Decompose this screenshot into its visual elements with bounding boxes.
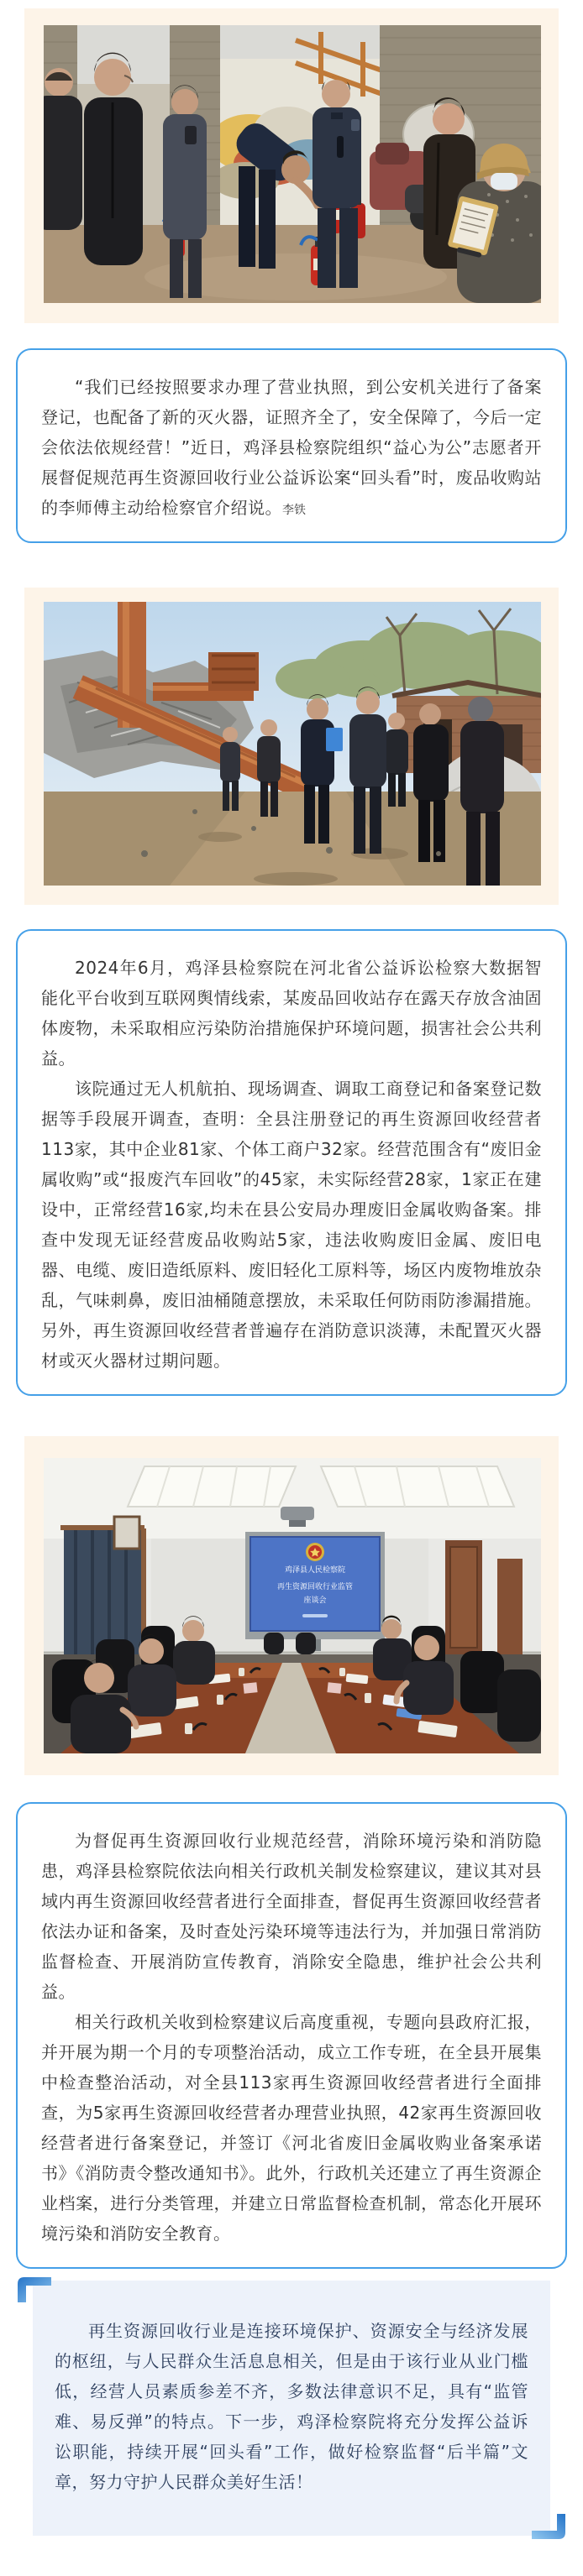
action-paragraph-2: 相关行政机关收到检察建议后高度重视，专题向县政府汇报，并开展为期一个月的专项整治活动，成立工作专班，在全县开展集中检查整治活动，对全县113家再生资源回收经营者进行全面排查，为5家再生资源回收经营者办理营业执照，42家再生资源回收经营者进行备案登记，并签订《河北省废旧金属收购业备案承诺书》《消防责令整改通知书》。此外，行政机关还建立了再生资源企业档案，进行分类管理，并建立日常监督检查机制，常态化开展环境污染和消防安全教育。 [41,2012,542,2244]
action-paragraph-1: 为督促再生资源回收行业规范经营，消除环境污染和消防隐患，鸡泽县检察院依法向相关行政机关制发检察建议，建议其对县域内再生资源回收经营者进行全面排查，督促再生资源回收经营者依法办证和备案，及时查处污染环境等违法行为，并加强日常消防监督检查、开展消防宣传教育，消除安全隐患，维护社会公共利益。 [41,1831,542,2002]
slide-title-line2: 再生资源回收行业监管 [276,1583,354,1591]
photo-supervision-meeting [44,1458,541,1753]
corner-accent-bottom-right [532,2514,565,2539]
photo-scrapyard-site-visit [44,602,541,886]
action-box [16,1802,567,2269]
investigation-paragraph-1: 2024年6月，鸡泽县检察院在河北省公益诉讼检察大数据智能化平台收到互联网舆情线索，某废品回收站存在露天存放含油固体废物，未采取相应污染防治措施保护环境问题，损害社会公共利益。 [41,958,542,1069]
corner-accent-top-left [18,2277,51,2302]
byline: 李铁 [282,504,306,517]
projection-screen [245,1532,385,1651]
photo-scrap-station-inspection [44,25,541,303]
summary-paragraph: 再生资源回收行业是连接环境保护、资源安全与经济发展的枢纽，与人民群众生活息息相关，但是由于该行业从业门槛低，经营人员素质参差不齐，多数法律意识不足，具有“监管难、易反弹”的特点。下一步，鸡泽检察院将充分发挥公益诉讼职能，持续开展“回头看”工作，做好检察监督“后半篇”文章，努力守护人民群众美好生活！ [55,2321,528,2492]
summary-text-area [33,2281,550,2536]
quote-box [16,348,567,543]
investigation-box [16,929,567,1396]
quote-paragraph: “我们已经按照要求办理了营业执照，到公安机关进行了备案登记，也配备了新的灭火器，证照齐全了，安全保障了，今后一定会依法依规经营！”近日，鸡泽县检察院组织“益心为公”志愿者开展督促规范再生资源回收行业公益诉讼案“回头看”时，废品收购站的李师傅主动给检察官介绍说。李铁 [41,377,542,518]
summary-block [33,2281,550,2536]
investigation-paragraph-2: 该院通过无人机航拍、现场调查、调取工商登记和备案登记数据等手段展开调查，查明：全县注册登记的再生资源回收经营者113家，其中企业81家、个体工商户32家。经营范围含有“废旧金属收购”或“报废汽车回收”的45家，未实际经营28家，1家正在建设中，正常经营16家,均未在县公安局办理废旧金属收购备案。排查中发现无证经营废品收购站5家，违法收购废旧金属、废旧电器、电缆、废旧造纸原料、废旧轻化工原料等，场区内废物堆放杂乱，气味刺鼻，废旧油桶随意摆放，未采取任何防雨防渗漏措施。另外，再生资源回收经营者普遍存在消防意识淡薄，未配置灭火器材或灭火器材过期问题。 [41,1079,542,1371]
slide-title-line1: 鸡泽县人民检察院 [284,1566,346,1575]
photo-frame-3 [24,1436,559,1775]
photo-frame-2 [24,588,559,905]
photo-frame-1 [24,8,559,323]
slide-title-line3: 座谈会 [303,1596,327,1605]
